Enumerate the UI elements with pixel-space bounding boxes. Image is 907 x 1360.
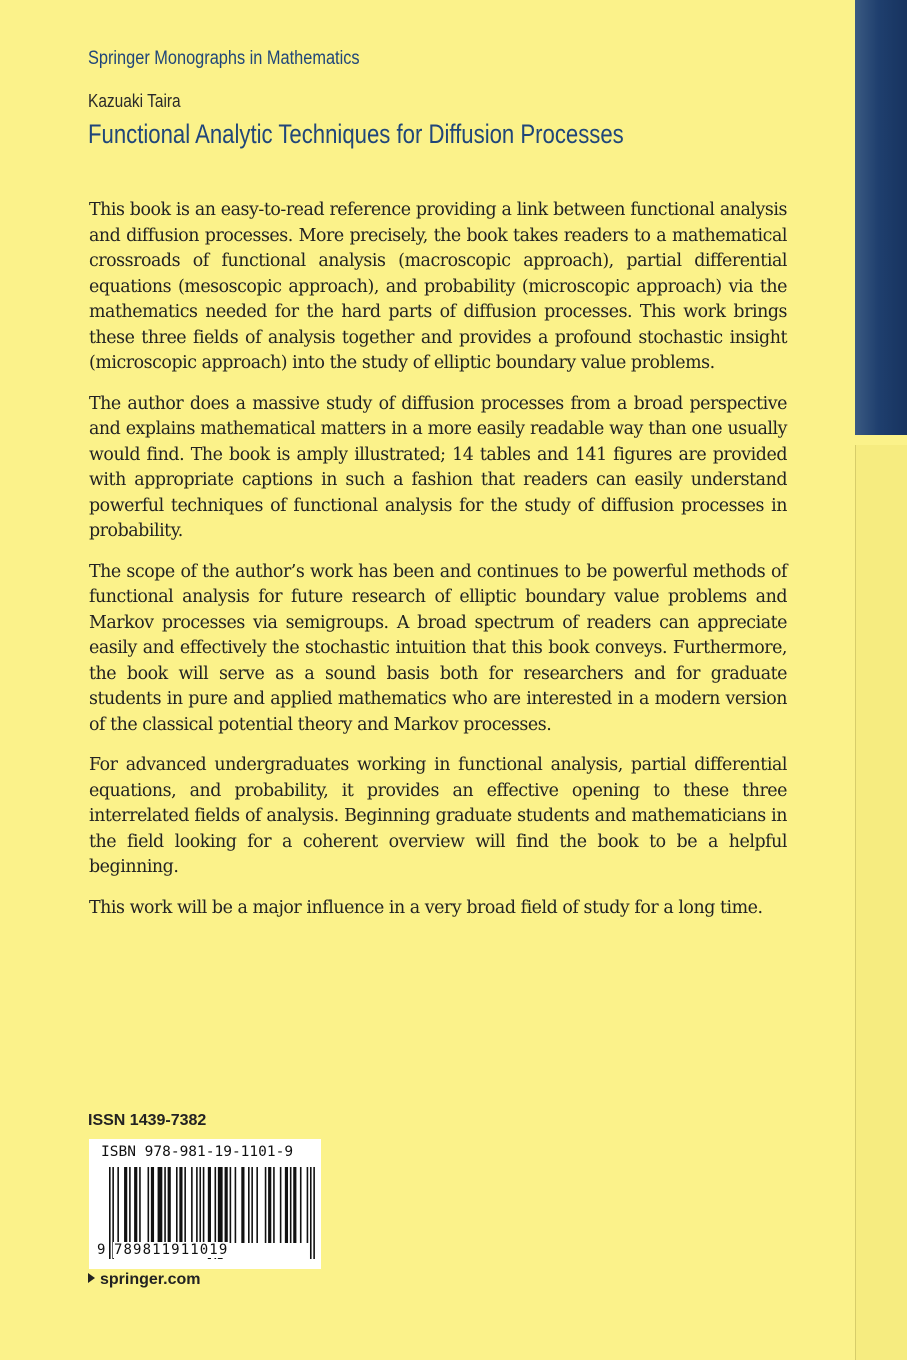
book-spine <box>855 0 907 1360</box>
blurb-paragraph: This book is an easy-to-read reference providing a link between functional analysis and diffusion processes. More precisely, the book takes readers to a mathematical crossroads of functional analysis (macroscopic approach), partial differential equations (mesoscopic approach), and probability (microscopic approach) via the mathematics needed for the hard parts of diffusion processes. This work brings these three fields of analysis together and provides a profound stochastic insight (microscopic approach) into the study of elliptic boundary value problems. <box>89 200 787 373</box>
barcode-bar <box>230 1167 232 1243</box>
barcode-bar <box>117 1167 119 1243</box>
barcode-bar <box>273 1167 275 1243</box>
barcode-bar <box>184 1167 186 1243</box>
publisher-link-text: springer.com <box>100 1271 201 1288</box>
barcode-bar <box>256 1167 258 1243</box>
blurb-paragraph: The author does a massive study of diffusion processes from a broad perspective and explains mathematical matters in a more easily readable way than one usually would find. The book is amply illustrated; 14 tables and 141 figures are provided with appropriate captions in such a fashion that readers can easily understand powerful techniques of functional analysis for the study of diffusion processes in probability. <box>89 393 787 541</box>
arrow-right-icon <box>88 1273 95 1283</box>
barcode-bar <box>280 1167 282 1243</box>
barcode <box>89 1139 321 1269</box>
blurb <box>89 198 787 936</box>
barcode-number: 789811911019 <box>114 1242 229 1258</box>
barcode-bar <box>290 1167 292 1243</box>
barcode-bar <box>124 1167 127 1243</box>
barcode-bar <box>285 1167 288 1243</box>
blurb-paragraph: For advanced undergraduates working in functional analysis, partial differential equations, and probability, it provides an effective opening to these three interrelated fields of analysis. Beginning graduate students and mathematicians in the field looking for a coherent overview will find the book to be a helpful beginning. <box>89 755 787 877</box>
publisher-link[interactable] <box>88 1271 200 1289</box>
barcode-bar <box>235 1167 237 1243</box>
spine-gap <box>855 435 907 445</box>
barcode-bar <box>148 1167 150 1243</box>
barcode-bar <box>151 1167 154 1243</box>
barcode-bar <box>300 1167 302 1243</box>
barcode-bar <box>164 1167 166 1243</box>
isbn-label: ISBN 978-981-19-1101-9 <box>101 1144 294 1160</box>
barcode-bar <box>196 1167 198 1243</box>
barcode-bar <box>179 1167 182 1243</box>
barcode-bar <box>176 1167 178 1243</box>
barcode-bar <box>203 1167 205 1243</box>
barcode-bar <box>313 1167 315 1259</box>
issn-label: ISSN 1439-7382 <box>88 1112 207 1129</box>
barcode-first-digit: 9 <box>97 1242 106 1258</box>
barcode-bar <box>168 1167 171 1243</box>
barcode-bar <box>293 1167 296 1243</box>
book-title: Functional Analytic Techniques for Diffusion Processes <box>88 119 624 149</box>
barcode-bar <box>310 1167 312 1259</box>
barcode-bar <box>199 1167 201 1243</box>
barcode-bar <box>225 1167 228 1243</box>
series-title: Springer Monographs in Mathematics <box>88 48 360 69</box>
barcode-bar <box>265 1167 267 1243</box>
barcode-bar <box>307 1167 309 1243</box>
barcode-bar <box>248 1167 250 1243</box>
barcode-bar <box>268 1167 271 1243</box>
barcode-bar <box>191 1167 193 1243</box>
barcode-bar <box>134 1167 137 1243</box>
blurb-paragraph: The scope of the author’s work has been and continues to be powerful methods of functional analysis for future research of elliptic boundary value problems and Markov processes via semigroups. A broad spectrum of readers can appreciate easily and effectively the stochastic intuition that this book conveys. Furthermore, the book will serve as a sound basis both for researchers and for graduate students in pure and applied mathematics who are interested in a modern version of the classical potential theory and Markov processes. <box>89 561 787 735</box>
spine-navy-band <box>855 0 907 435</box>
barcode-bar <box>109 1167 111 1259</box>
barcode-bar <box>158 1167 163 1243</box>
barcode-bar <box>241 1167 244 1243</box>
author-name: Kazuaki Taira <box>88 91 181 111</box>
blurb-paragraph: This work will be a major influence in a very broad field of study for a long time. <box>89 897 763 918</box>
barcode-bar <box>129 1167 131 1243</box>
barcode-bar <box>139 1167 141 1243</box>
barcode-bar <box>251 1167 253 1243</box>
